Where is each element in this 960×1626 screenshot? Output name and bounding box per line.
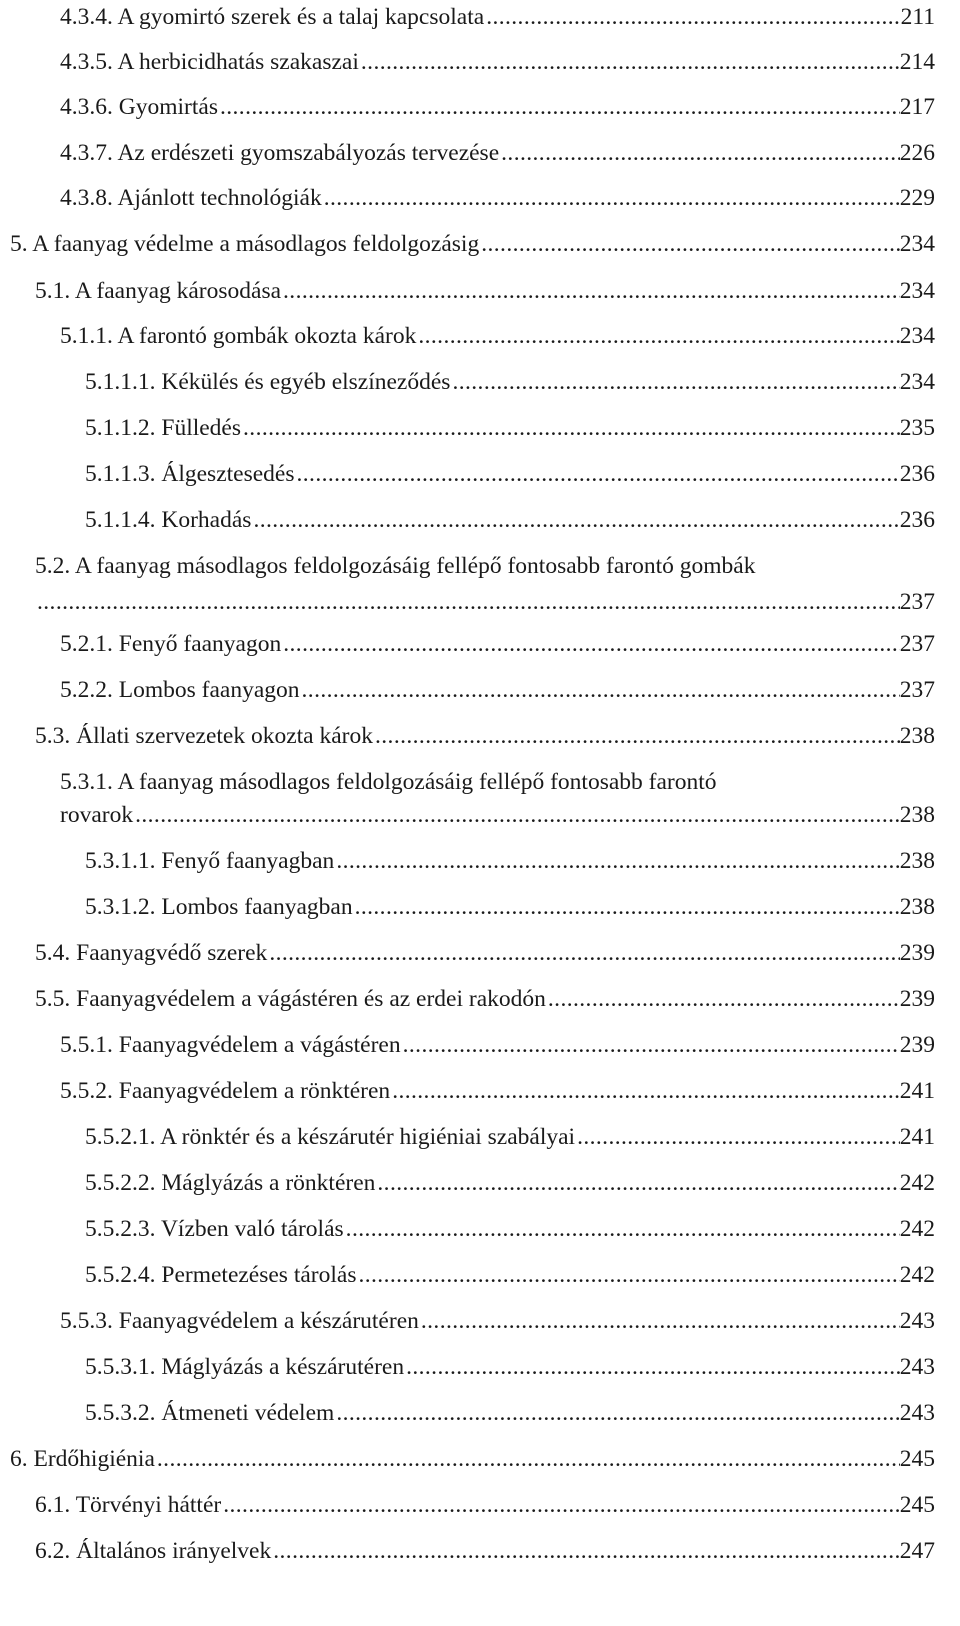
toc-entry-page-number: 235 bbox=[899, 415, 935, 441]
toc-entry-page-number: 217 bbox=[899, 94, 935, 120]
toc-entry[interactable] bbox=[0, 799, 960, 839]
toc-entry-line bbox=[85, 412, 935, 444]
toc-entry-line bbox=[60, 182, 935, 214]
toc-entry-title: 4.3.6. Gyomirtás bbox=[60, 94, 218, 120]
toc-entry-title: 5.3.1.2. Lombos faanyagban bbox=[85, 894, 353, 920]
toc-entry-page-number: 239 bbox=[899, 1032, 935, 1058]
toc-entry-line bbox=[60, 1029, 935, 1061]
toc-entry-page-number: 237 bbox=[899, 631, 935, 657]
toc-entry-title: 4.3.5. A herbicidhatás szakaszai bbox=[60, 49, 359, 75]
toc-entry-page-number: 238 bbox=[899, 723, 935, 749]
toc-entry-title: 5. A faanyag védelme a másodlagos feldolgozásig bbox=[10, 231, 480, 257]
dot-leader bbox=[390, 1075, 900, 1107]
toc-entry-page-number: 243 bbox=[899, 1308, 935, 1334]
toc-entry-line bbox=[85, 1121, 935, 1153]
toc-entry-page-number: 241 bbox=[899, 1078, 935, 1104]
toc-entry-title: 5.5.2. Faanyagvédelem a rönktéren bbox=[60, 1078, 391, 1104]
dot-leader bbox=[404, 1351, 900, 1383]
toc-entry-line bbox=[85, 1351, 935, 1383]
toc-entry-page-number: 238 bbox=[899, 802, 935, 828]
dot-leader bbox=[241, 412, 900, 444]
toc-entry-title: 5.2.2. Lombos faanyagon bbox=[60, 677, 300, 703]
dot-leader bbox=[353, 891, 900, 923]
toc-entry[interactable] bbox=[0, 1351, 960, 1391]
toc-entry-line bbox=[60, 46, 935, 78]
toc-entry[interactable] bbox=[0, 366, 960, 406]
toc-entry-line bbox=[10, 228, 935, 260]
toc-entry[interactable] bbox=[0, 1121, 960, 1161]
toc-entry-page-number: 211 bbox=[900, 4, 935, 30]
dot-leader bbox=[416, 320, 899, 352]
toc-entry[interactable] bbox=[0, 1213, 960, 1253]
dot-leader bbox=[375, 1167, 899, 1199]
dot-leader bbox=[218, 91, 900, 123]
toc-entry-title: 4.3.8. Ajánlott technológiák bbox=[60, 185, 322, 211]
toc-entry-title: 5.5.2.1. A rönktér és a készárutér higiéniai szabályai bbox=[85, 1124, 576, 1150]
toc-entry-page-number: 247 bbox=[899, 1538, 935, 1564]
toc-entry-page-number: 234 bbox=[899, 231, 935, 257]
toc-entry-line bbox=[85, 458, 935, 490]
dot-leader bbox=[267, 937, 899, 969]
toc-entry-line bbox=[85, 845, 935, 877]
dot-leader bbox=[359, 46, 900, 78]
toc-entry-title: 5.5.1. Faanyagvédelem a vágástéren bbox=[60, 1032, 401, 1058]
toc-entry-page-number: 234 bbox=[899, 323, 935, 349]
toc-entry-title: 5.1.1. A farontó gombák okozta károk bbox=[60, 323, 417, 349]
toc-entry-title: 5.1.1.4. Korhadás bbox=[85, 507, 252, 533]
toc-entry[interactable] bbox=[0, 320, 960, 360]
toc-entry-page-number: 236 bbox=[899, 507, 935, 533]
dot-leader bbox=[479, 228, 900, 260]
toc-entry[interactable] bbox=[0, 845, 960, 885]
toc-entry-page-number: 242 bbox=[899, 1262, 935, 1288]
toc-entry-line bbox=[35, 1489, 935, 1521]
toc-entry-page-number: 214 bbox=[899, 49, 935, 75]
toc-entry-line bbox=[35, 937, 935, 969]
toc-entry-page-number: 238 bbox=[899, 848, 935, 874]
toc-entry-title: 5.5.2.4. Permetezéses tárolás bbox=[85, 1262, 357, 1288]
toc-entry[interactable] bbox=[0, 1075, 960, 1115]
toc-entry-line bbox=[60, 1305, 935, 1337]
toc-entry-line bbox=[60, 1, 935, 33]
dot-leader bbox=[281, 275, 900, 307]
toc-entry[interactable] bbox=[0, 1029, 960, 1069]
toc-entry[interactable] bbox=[0, 1397, 960, 1437]
dot-leader bbox=[450, 366, 899, 398]
toc-entry-line bbox=[85, 366, 935, 398]
toc-entry-title: 6. Erdőhigiénia bbox=[10, 1446, 155, 1472]
dot-leader bbox=[401, 1029, 900, 1061]
toc-entry-title: 5.1.1.3. Álgesztesedés bbox=[85, 461, 295, 487]
toc-entry-page-number: 243 bbox=[899, 1400, 935, 1426]
toc-entry-line bbox=[60, 320, 935, 352]
toc-entry-title-first-line: 5.3.1. A faanyag másodlagos feldolgozásáig fellépő fontosabb farontó bbox=[60, 769, 717, 795]
toc-entry[interactable] bbox=[0, 937, 960, 977]
toc-entry-line bbox=[85, 891, 935, 923]
toc-entry-page-number: 237 bbox=[899, 677, 935, 703]
toc-entry-title: 5.5.3.1. Máglyázás a készárutéren bbox=[85, 1354, 405, 1380]
dot-leader bbox=[251, 504, 899, 536]
dot-leader bbox=[334, 1397, 899, 1429]
toc-entry[interactable] bbox=[0, 1535, 960, 1575]
toc-entry-page-number: 234 bbox=[899, 278, 935, 304]
dot-leader bbox=[334, 845, 899, 877]
toc-entry-line bbox=[35, 275, 935, 307]
toc-entry-title: 5.3.1.1. Fenyő faanyagban bbox=[85, 848, 335, 874]
dot-leader bbox=[221, 1489, 900, 1521]
toc-entry[interactable] bbox=[0, 1167, 960, 1207]
toc-entry-page-number: 226 bbox=[899, 140, 935, 166]
toc-entry-page-number: 236 bbox=[899, 461, 935, 487]
dot-leader bbox=[322, 182, 900, 214]
toc-entry[interactable] bbox=[0, 586, 960, 626]
toc-entry[interactable] bbox=[0, 182, 960, 222]
dot-leader bbox=[356, 1259, 899, 1291]
dot-leader bbox=[133, 799, 900, 831]
dot-leader bbox=[344, 1213, 900, 1245]
toc-entry-page-number: 234 bbox=[899, 369, 935, 395]
dot-leader bbox=[155, 1443, 900, 1475]
toc-entry[interactable] bbox=[0, 1489, 960, 1529]
toc-entry-line bbox=[60, 799, 935, 831]
toc-entry-title-first-line: 5.2. A faanyag másodlagos feldolgozásáig fellépő fontosabb farontó gombák bbox=[35, 553, 756, 579]
toc-entry[interactable] bbox=[0, 504, 960, 544]
toc-entry-title: 5.1.1.2. Fülledés bbox=[85, 415, 242, 441]
toc-entry-line bbox=[85, 1213, 935, 1245]
dot-leader bbox=[281, 628, 900, 660]
toc-entry[interactable] bbox=[0, 458, 960, 498]
toc-entry-line bbox=[60, 1075, 935, 1107]
toc-entry-page-number: 242 bbox=[899, 1216, 935, 1242]
toc-entry-title: 5.2.1. Fenyő faanyagon bbox=[60, 631, 282, 657]
toc-entry-title: 5.5.2.2. Máglyázás a rönktéren bbox=[85, 1170, 376, 1196]
toc-entry-line bbox=[60, 628, 935, 660]
dot-leader bbox=[271, 1535, 900, 1567]
toc-entry-line bbox=[60, 674, 935, 706]
toc-entry-line bbox=[60, 91, 935, 123]
toc-entry-page-number: 238 bbox=[899, 894, 935, 920]
toc-entry[interactable] bbox=[0, 891, 960, 931]
toc-entry-line bbox=[85, 1167, 935, 1199]
toc-entry-page-number: 245 bbox=[899, 1446, 935, 1472]
toc-entry-page-number: 245 bbox=[899, 1492, 935, 1518]
dot-leader bbox=[373, 720, 900, 752]
dot-leader bbox=[295, 458, 900, 490]
toc-entry[interactable] bbox=[0, 1259, 960, 1299]
toc-entry-title: 5.5.2.3. Vízben való tárolás bbox=[85, 1216, 344, 1242]
toc-entry[interactable] bbox=[0, 1443, 960, 1483]
toc-entry[interactable] bbox=[0, 137, 960, 177]
dot-leader bbox=[35, 586, 900, 618]
dot-leader bbox=[419, 1305, 900, 1337]
toc-entry-title: 5.5.3. Faanyagvédelem a készárutéren bbox=[60, 1308, 419, 1334]
toc-entry-page-number: 239 bbox=[899, 940, 935, 966]
toc-entry-title: 4.3.4. A gyomirtó szerek és a talaj kapcsolata bbox=[60, 4, 485, 30]
toc-entry-page-number: 241 bbox=[899, 1124, 935, 1150]
toc-entry-line bbox=[85, 1259, 935, 1291]
toc-entry-title: 5.1. A faanyag károsodása bbox=[35, 278, 282, 304]
toc-entry[interactable] bbox=[0, 720, 960, 760]
toc-entry-title: 5.5. Faanyagvédelem a vágástéren és az erdei rakodón bbox=[35, 986, 546, 1012]
toc-entry-line bbox=[85, 1397, 935, 1429]
toc-entry[interactable] bbox=[0, 412, 960, 452]
toc-entry-line bbox=[35, 983, 935, 1015]
dot-leader bbox=[484, 1, 900, 33]
toc-entry-page-number: 239 bbox=[899, 986, 935, 1012]
toc-entry-page-number: 229 bbox=[899, 185, 935, 211]
dot-leader bbox=[546, 983, 900, 1015]
toc-entry-title: 4.3.7. Az erdészeti gyomszabályozás tervezése bbox=[60, 140, 500, 166]
dot-leader bbox=[575, 1121, 900, 1153]
toc-entry-title: 6.2. Általános irányelvek bbox=[35, 1538, 272, 1564]
dot-leader bbox=[300, 674, 900, 706]
toc-entry[interactable] bbox=[0, 228, 960, 268]
toc-entry-line bbox=[60, 137, 935, 169]
toc-entry-title: 5.4. Faanyagvédő szerek bbox=[35, 940, 268, 966]
toc-entry[interactable] bbox=[0, 91, 960, 131]
toc-entry-page-number: 237 bbox=[899, 589, 935, 615]
toc-entry-line bbox=[35, 1535, 935, 1567]
toc-entry-line bbox=[35, 720, 935, 752]
toc-entry-title: 5.3. Állati szervezetek okozta károk bbox=[35, 723, 373, 749]
toc-entry-page-number: 243 bbox=[899, 1354, 935, 1380]
toc-entry-title: 5.1.1.1. Kékülés és egyéb elszíneződés bbox=[85, 369, 451, 395]
toc-entry[interactable] bbox=[0, 628, 960, 668]
toc-entry-line bbox=[35, 586, 935, 618]
toc-entry-title: 5.5.3.2. Átmeneti védelem bbox=[85, 1400, 335, 1426]
toc-entry[interactable] bbox=[0, 46, 960, 86]
toc-entry-page-number: 242 bbox=[899, 1170, 935, 1196]
toc-entry[interactable] bbox=[0, 1305, 960, 1345]
toc-entry-line bbox=[10, 1443, 935, 1475]
toc-entry-title: rovarok bbox=[60, 802, 134, 828]
toc-entry[interactable] bbox=[0, 1, 960, 41]
toc-entry-title: 6.1. Törvényi háttér bbox=[35, 1492, 222, 1518]
dot-leader bbox=[499, 137, 900, 169]
toc-entry[interactable] bbox=[0, 674, 960, 714]
toc-entry[interactable] bbox=[0, 275, 960, 315]
toc-entry[interactable] bbox=[0, 983, 960, 1023]
toc-entry-line bbox=[85, 504, 935, 536]
